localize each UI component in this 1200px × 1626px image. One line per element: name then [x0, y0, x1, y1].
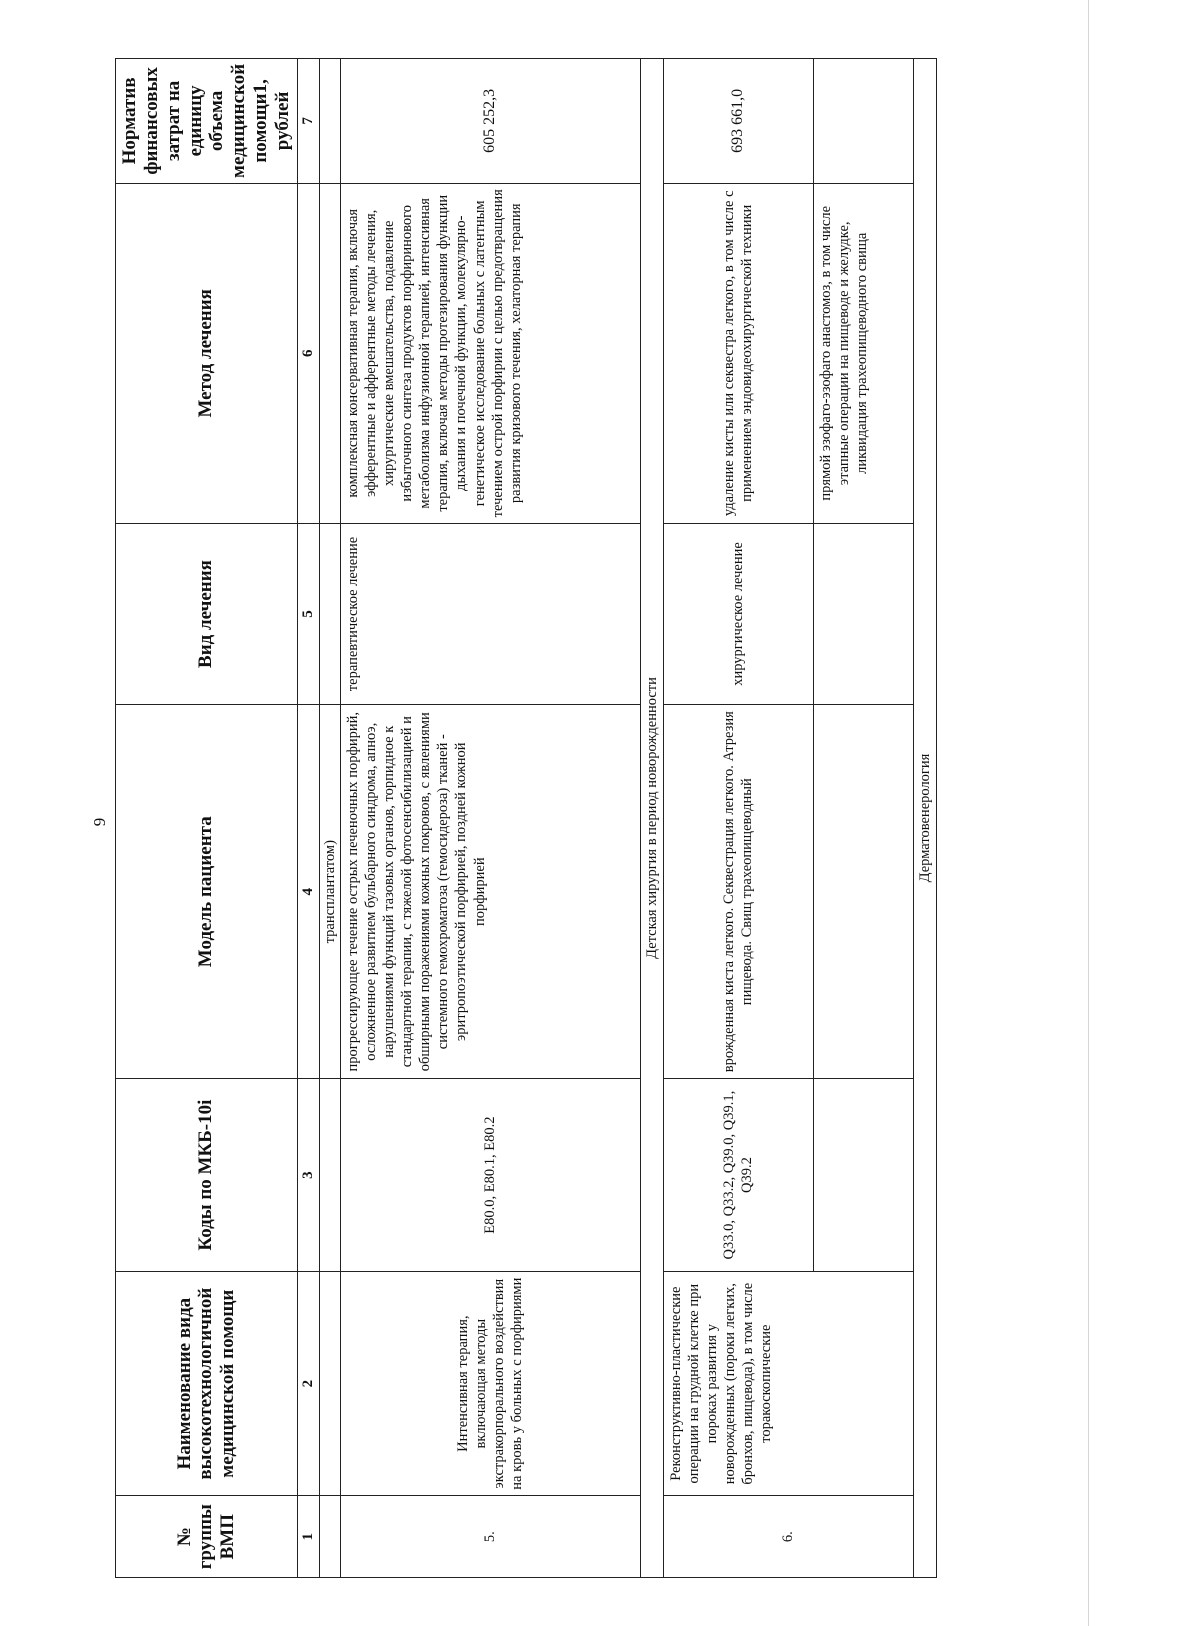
header-cost-norm: Норматив финансовых затрат на единицу объема медицинской помощи1, рублей	[116, 59, 298, 184]
column-number: 5	[297, 523, 319, 704]
group-6-treatment-type: хирургическое лечение	[663, 523, 813, 704]
column-number: 2	[297, 1271, 319, 1495]
group-5-name: Интенсивная терапия, включающая методы экстракорпорального воздействия на кровь у больных с порфириями	[340, 1271, 640, 1495]
group-5-codes: E80.0, E80.1, E80.2	[340, 1079, 640, 1272]
rotated-table-container	[115, 58, 1015, 1578]
column-number: 6	[297, 183, 319, 523]
continuation-row	[319, 59, 340, 1578]
section-row-pediatric-surgery	[640, 59, 663, 1578]
column-number: 7	[297, 59, 319, 184]
group-5-cost: 605 252,3	[340, 59, 640, 184]
group-6-cost: 693 661,0	[663, 59, 813, 184]
header-icd-codes: Коды по МКБ-10i	[116, 1079, 298, 1272]
group-6-method-1: удаление кисты или секвестра легкого, в том числе с применением эндовидеохирургической техники	[663, 183, 813, 523]
group-6-method-2: прямой эзофаго-эзофаго анастомоз, в том числе этапные операции на пищеводе и желудке, ликвидация трахеопищеводного свища	[813, 183, 913, 523]
group-5-model: прогрессирующее течение острых печеночных порфирий, осложненное развитием бульбарного синдрома, апноэ, нарушениями функций тазовых органов, торпидное к стандартной терапии, с тяжелой фотосенсибилизацией и обширными поражениями кожных покровов, с явлениями системного гемохроматоза (гемосидероза) тканей - эритропоэтической порфирией, поздней кожной порфирией	[340, 705, 640, 1079]
group-6-codes: Q33.0, Q33.2, Q39.0, Q39.1, Q39.2	[663, 1079, 813, 1272]
header-vmp-name: Наименование вида высокотехнологичной медицинской помощи	[116, 1271, 298, 1495]
page-number: 9	[90, 817, 109, 827]
section-row-dermatology	[913, 59, 936, 1578]
group-6-model: врожденная киста легкого. Секвестрация легкого. Атрезия пищевода. Свищ трахеопищеводный	[663, 705, 813, 1079]
column-number: 4	[297, 705, 319, 1079]
header-group-number: № группы ВМП	[116, 1496, 298, 1578]
table-row-group-6	[663, 59, 813, 1578]
column-number-row	[297, 59, 319, 1578]
header-patient-model: Модель пациента	[116, 705, 298, 1079]
header-treatment-method: Метод лечения	[116, 183, 298, 523]
section-title-pediatric-surgery: Детская хирургия в период новорожденности	[640, 59, 663, 1578]
continuation-model-text: трансплантатом)	[319, 705, 340, 1079]
group-5-number: 5.	[340, 1496, 640, 1578]
column-number: 1	[297, 1496, 319, 1578]
group-6-name: Реконструктивно-пластические операции на грудной клетке при пороках развития у новорожденных (пороки легких, бронхов, пищевода), в том числе торакоскопические	[663, 1271, 913, 1495]
vmp-table	[115, 58, 937, 1578]
column-number: 3	[297, 1079, 319, 1272]
section-title-dermatology: Дерматовенерология	[913, 59, 936, 1578]
group-5-method: комплексная консервативная терапия, включая эфферентные и афферентные методы лечения, хирургические вмешательства, подавление избыточного синтеза продуктов порфиринового метаболизма инфузионной терапией, интенсивная терапия, включая методы протезирования функции дыхания и почечной функции, молекулярно-генетическое исследование больных с латентным течением острой порфирии с целью предотвращения развития кризового течения, хелаторная терапия	[340, 183, 640, 523]
table-row-group-5	[340, 59, 640, 1578]
header-treatment-type: Вид лечения	[116, 523, 298, 704]
group-5-treatment-type: терапевтическое лечение	[340, 523, 640, 704]
group-6-number: 6.	[663, 1496, 913, 1578]
scan-edge-line	[1088, 0, 1089, 1626]
header-row	[116, 59, 298, 1578]
